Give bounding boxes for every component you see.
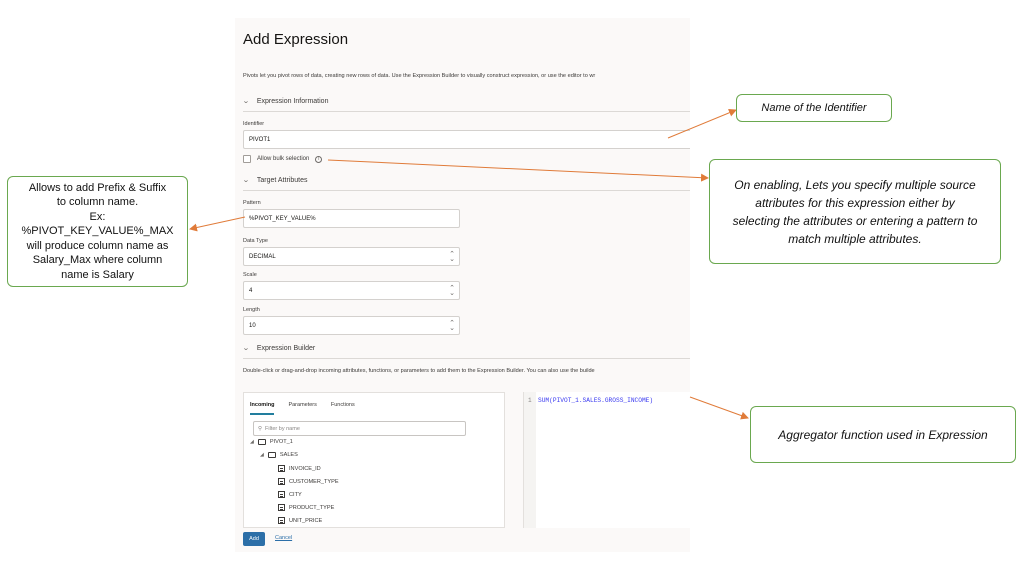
expand-triangle-icon[interactable]: ◢ bbox=[250, 439, 254, 445]
pattern-callout-line: %PIVOT_KEY_VALUE%_MAX bbox=[21, 225, 174, 238]
tree-root-label: PIVOT_1 bbox=[269, 439, 293, 445]
filter-placeholder: Filter by name bbox=[265, 426, 300, 432]
pattern-callout-line: will produce column name as bbox=[26, 239, 169, 252]
chevron-down-icon: ⌄ bbox=[242, 98, 250, 105]
expression-builder-label: Expression Builder bbox=[256, 344, 316, 352]
identifier-callout: Name of the Identifier bbox=[736, 94, 892, 122]
scale-value: 4 bbox=[249, 288, 253, 294]
spinner-icon[interactable]: ⌃ ⌄ bbox=[449, 320, 455, 332]
tab-functions[interactable]: Functions bbox=[330, 402, 355, 408]
pattern-callout bbox=[7, 176, 188, 287]
column-label: CUSTOMER_TYPE bbox=[289, 478, 339, 485]
pattern-label: Pattern bbox=[243, 200, 261, 206]
tab-parameters[interactable]: Parameters bbox=[288, 402, 317, 408]
pattern-callout-line: Allows to add Prefix & Suffix bbox=[28, 181, 167, 194]
expression-code[interactable]: SUM(PIVOT_1.SALES.GROSS_INCOME) bbox=[538, 397, 654, 404]
data-type-label: Data Type bbox=[243, 238, 268, 244]
chevron-down-icon: ⌄ bbox=[242, 177, 250, 184]
tree-child-label: SALES bbox=[279, 452, 298, 458]
dialog-description: Pivots let you pivot rows of data, creating new rows of data. Use the Expression Builder to visually construct expression, or use the editor to wr bbox=[243, 73, 596, 79]
select-arrows-icon: ⌃ ⌄ bbox=[449, 251, 455, 263]
identifier-field[interactable]: PIVOT1 bbox=[243, 130, 690, 149]
pattern-callout-line: to column name. bbox=[56, 196, 139, 209]
expression-information-label: Expression Information bbox=[256, 97, 329, 105]
pattern-field[interactable]: %PIVOT_KEY_VALUE% bbox=[243, 209, 460, 228]
chevron-down-icon: ⌄ bbox=[242, 345, 250, 352]
expression-builder-description: Double-click or drag-and-drop incoming attributes, functions, or parameters to add them to the Expression Builder. You can also use the builde bbox=[243, 368, 595, 374]
column-label: INVOICE_ID bbox=[289, 465, 321, 472]
scale-label: Scale bbox=[243, 272, 257, 278]
spinner-icon[interactable]: ⌃ ⌄ bbox=[449, 285, 455, 297]
aggregator-arrow bbox=[690, 397, 748, 418]
column-label: PRODUCT_TYPE bbox=[289, 504, 335, 511]
expand-triangle-icon[interactable]: ◢ bbox=[260, 452, 264, 458]
target-attributes-label: Target Attributes bbox=[256, 176, 308, 184]
pattern-arrow bbox=[190, 217, 245, 229]
identifier-arrow bbox=[668, 110, 736, 138]
tab-incoming[interactable]: Incoming bbox=[250, 393, 274, 415]
pattern-callout-line: Salary_Max where column bbox=[32, 254, 163, 267]
column-label: UNIT_PRICE bbox=[289, 517, 323, 524]
info-icon[interactable]: i bbox=[315, 156, 322, 163]
pattern-callout-line: Ex: bbox=[89, 210, 106, 223]
data-type-value: DECIMAL bbox=[249, 254, 276, 260]
dialog-title: Add Expression bbox=[243, 31, 349, 48]
add-button[interactable]: Add bbox=[243, 532, 265, 546]
aggregator-callout: Aggregator function used in Expression bbox=[750, 406, 1016, 463]
column-label: CITY bbox=[289, 491, 302, 498]
length-label: Length bbox=[243, 307, 260, 313]
length-value: 10 bbox=[249, 323, 256, 329]
pattern-callout-line: name is Salary bbox=[61, 268, 134, 281]
bulk-selection-label: Allow bulk selection bbox=[257, 156, 310, 162]
line-number: 1 bbox=[528, 397, 532, 404]
bulk-selection-arrow bbox=[328, 160, 708, 178]
identifier-label: Identifier bbox=[243, 121, 265, 127]
search-icon: ⚲ bbox=[258, 426, 263, 432]
cancel-link[interactable]: Cancel bbox=[275, 535, 293, 541]
bulk-selection-callout: On enabling, Lets you specify multiple source attributes for this expression either by selecting the attributes or entering a pattern to match multiple attributes. bbox=[709, 159, 1001, 264]
